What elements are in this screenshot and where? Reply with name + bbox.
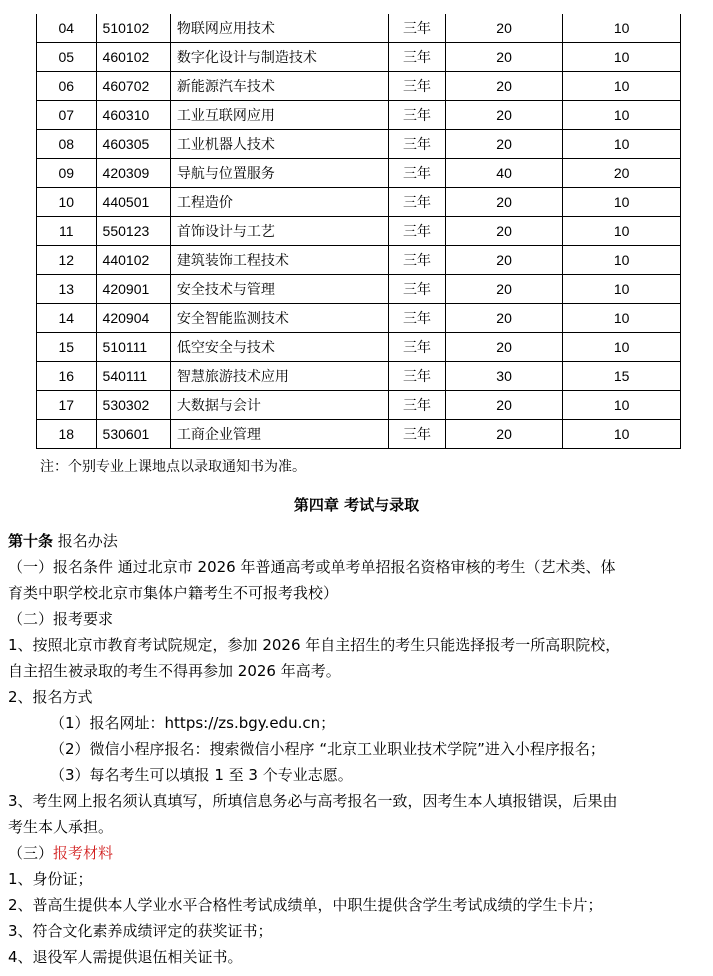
major-name-cell: 导航与位置服务 [170, 159, 388, 188]
major-quota-1-cell: 20 [445, 43, 563, 72]
major-duration-cell: 三年 [389, 72, 446, 101]
major-name-cell: 智慧旅游技术应用 [170, 362, 388, 391]
major-quota-2-cell: 10 [563, 43, 681, 72]
major-duration-cell: 三年 [389, 130, 446, 159]
major-code-cell: 530302 [96, 391, 170, 420]
major-quota-2-cell: 10 [563, 101, 681, 130]
table-row [37, 246, 681, 275]
table-note: 注：个别专业上课地点以录取通知书为准。 [40, 459, 306, 475]
major-quota-1-cell: 20 [445, 14, 563, 43]
major-code-cell: 540111 [96, 362, 170, 391]
major-name-cell: 大数据与会计 [170, 391, 388, 420]
major-quota-1-cell: 20 [445, 420, 563, 449]
major-quota-2-cell: 15 [563, 362, 681, 391]
major-duration-cell: 三年 [389, 391, 446, 420]
major-quota-2-cell: 10 [563, 275, 681, 304]
major-code-cell: 530601 [96, 420, 170, 449]
major-duration-cell: 三年 [389, 333, 446, 362]
major-quota-1-cell: 40 [445, 159, 563, 188]
chapter-title: 第四章 考试与录取 [293, 496, 420, 514]
major-quota-1-cell: 20 [445, 72, 563, 101]
major-quota-2-cell: 20 [563, 159, 681, 188]
major-number-cell: 14 [37, 304, 97, 333]
material-1: 1、身份证； [8, 870, 93, 888]
major-number-cell: 11 [37, 217, 97, 246]
major-code-cell: 510102 [96, 14, 170, 43]
major-quota-2-cell: 10 [563, 130, 681, 159]
material-3: 3、符合文化素养成绩评定的获奖证书； [8, 922, 273, 940]
major-number-cell: 15 [37, 333, 97, 362]
major-name-cell: 工商企业管理 [170, 420, 388, 449]
major-quota-2-cell: 10 [563, 391, 681, 420]
major-quota-2-cell: 10 [563, 304, 681, 333]
table-row [37, 391, 681, 420]
requirement-3-line-2: 考生本人承担。 [8, 818, 114, 836]
table-row [37, 188, 681, 217]
table-row [37, 304, 681, 333]
major-quota-2-cell: 10 [563, 14, 681, 43]
major-duration-cell: 三年 [389, 275, 446, 304]
major-name-cell: 新能源汽车技术 [170, 72, 388, 101]
table-row [37, 72, 681, 101]
major-duration-cell: 三年 [389, 304, 446, 333]
major-name-cell: 安全智能监测技术 [170, 304, 388, 333]
major-quota-1-cell: 20 [445, 304, 563, 333]
major-quota-2-cell: 10 [563, 420, 681, 449]
table-row [37, 275, 681, 304]
major-number-cell: 09 [37, 159, 97, 188]
major-quota-2-cell: 10 [563, 333, 681, 362]
major-duration-cell: 三年 [389, 43, 446, 72]
major-code-cell: 550123 [96, 217, 170, 246]
material-4: 4、退役军人需提供退伍相关证书。 [8, 948, 243, 966]
major-name-cell: 工业机器人技术 [170, 130, 388, 159]
major-quota-1-cell: 20 [445, 130, 563, 159]
requirement-3-line-1: 3、考生网上报名须认真填写，所填信息务必与高考报名一致，因考生本人填报错误，后果由 [8, 792, 618, 810]
major-duration-cell: 三年 [389, 159, 446, 188]
major-quota-1-cell: 20 [445, 101, 563, 130]
requirement-1-line-1: 1、按照北京市教育考试院规定，参加 2026 年自主招生的考生只能选择报考一所高职院校， [8, 636, 621, 654]
major-number-cell: 16 [37, 362, 97, 391]
requirement-2-choices: （3）每名考生可以填报 1 至 3 个专业志愿。 [50, 766, 353, 784]
article-label: 第十条 [8, 532, 54, 550]
condition-line-2: 育类中职学校北京市集体户籍考生不可报考我校） [8, 584, 339, 602]
materials-title: 报考材料 [53, 844, 114, 862]
majors-table [36, 14, 681, 449]
major-code-cell: 420901 [96, 275, 170, 304]
major-name-cell: 建筑装饰工程技术 [170, 246, 388, 275]
table-row [37, 333, 681, 362]
major-duration-cell: 三年 [389, 14, 446, 43]
major-code-cell: 460310 [96, 101, 170, 130]
condition-line-1: （一）报名条件 通过北京市 2026 年普通高考或单考单招报名资格审核的考生（艺术类、体 [8, 558, 616, 576]
major-number-cell: 10 [37, 188, 97, 217]
requirement-1-line-2: 自主招生被录取的考生不得再参加 2026 年高考。 [8, 662, 341, 680]
major-quota-1-cell: 30 [445, 362, 563, 391]
major-quota-1-cell: 20 [445, 333, 563, 362]
major-quota-2-cell: 10 [563, 72, 681, 101]
major-duration-cell: 三年 [389, 217, 446, 246]
major-name-cell: 安全技术与管理 [170, 275, 388, 304]
major-duration-cell: 三年 [389, 362, 446, 391]
article-heading [8, 530, 118, 551]
major-code-cell: 460702 [96, 72, 170, 101]
requirements-heading: （二）报考要求 [8, 610, 114, 628]
table-row [37, 217, 681, 246]
major-duration-cell: 三年 [389, 101, 446, 130]
major-quota-1-cell: 20 [445, 275, 563, 304]
major-number-cell: 18 [37, 420, 97, 449]
materials-heading [8, 842, 113, 863]
major-quota-1-cell: 20 [445, 188, 563, 217]
major-quota-2-cell: 10 [563, 217, 681, 246]
major-name-cell: 数字化设计与制造技术 [170, 43, 388, 72]
table-row [37, 14, 681, 43]
requirement-2-website: （1）报名网址：https://zs.bgy.edu.cn； [50, 714, 336, 732]
major-duration-cell: 三年 [389, 246, 446, 275]
major-name-cell: 工程造价 [170, 188, 388, 217]
major-number-cell: 08 [37, 130, 97, 159]
major-code-cell: 420904 [96, 304, 170, 333]
major-number-cell: 17 [37, 391, 97, 420]
major-quota-2-cell: 10 [563, 188, 681, 217]
major-name-cell: 低空安全与技术 [170, 333, 388, 362]
major-quota-2-cell: 10 [563, 246, 681, 275]
table-row [37, 130, 681, 159]
major-code-cell: 420309 [96, 159, 170, 188]
major-number-cell: 07 [37, 101, 97, 130]
major-code-cell: 510111 [96, 333, 170, 362]
major-quota-1-cell: 20 [445, 246, 563, 275]
table-row [37, 101, 681, 130]
major-duration-cell: 三年 [389, 188, 446, 217]
major-quota-1-cell: 20 [445, 391, 563, 420]
major-number-cell: 05 [37, 43, 97, 72]
table-row [37, 420, 681, 449]
major-name-cell: 物联网应用技术 [170, 14, 388, 43]
major-quota-1-cell: 20 [445, 217, 563, 246]
requirement-2-wechat: （2）微信小程序报名：搜索微信小程序 “北京工业职业技术学院”进入小程序报名； [50, 740, 605, 758]
major-code-cell: 440501 [96, 188, 170, 217]
table-row [37, 43, 681, 72]
majors-table-body [37, 14, 681, 449]
major-code-cell: 460102 [96, 43, 170, 72]
major-number-cell: 06 [37, 72, 97, 101]
major-number-cell: 13 [37, 275, 97, 304]
major-name-cell: 工业互联网应用 [170, 101, 388, 130]
major-number-cell: 04 [37, 14, 97, 43]
materials-prefix: （三） [8, 844, 54, 862]
major-code-cell: 440102 [96, 246, 170, 275]
major-name-cell: 首饰设计与工艺 [170, 217, 388, 246]
major-duration-cell: 三年 [389, 420, 446, 449]
requirement-2: 2、报名方式 [8, 688, 93, 706]
major-code-cell: 460305 [96, 130, 170, 159]
table-row [37, 159, 681, 188]
table-row [37, 362, 681, 391]
major-number-cell: 12 [37, 246, 97, 275]
material-2: 2、普高生提供本人学业水平合格性考试成绩单，中职生提供含学生考试成绩的学生卡片； [8, 896, 603, 914]
article-title: 报名办法 [57, 532, 118, 550]
